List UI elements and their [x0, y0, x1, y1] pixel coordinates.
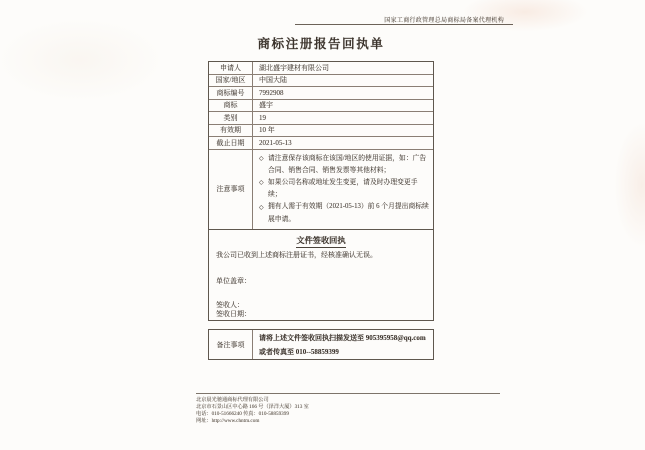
row-value: 2021-05-13: [259, 138, 292, 147]
remarks-table: [208, 329, 434, 360]
table-row-country: [209, 74, 433, 87]
receipt-title: [209, 235, 433, 248]
row-value: 19: [259, 113, 266, 122]
sign-date-label: 签收日期：: [216, 310, 251, 318]
note-text: 拥有人需于有效期（2021-05-13）前 6 个月提出商标续展申请。: [268, 203, 429, 223]
info-table: [208, 61, 434, 230]
note-item: [259, 177, 429, 201]
footer-phone-fax: 电话：010-51666240 传真：010-58859399: [196, 410, 289, 417]
row-value: 湖北盛宇建材有限公司: [259, 63, 329, 72]
row-value: 10 年: [259, 126, 275, 135]
table-row-notes: [209, 149, 433, 229]
row-label: 国家/地区: [209, 75, 253, 87]
page-title: 商标注册报告回执单: [257, 37, 385, 51]
table-row-trademark-number: [209, 86, 433, 99]
receipt-box: [208, 229, 434, 321]
receipt-title-text: 文件签收回执: [296, 235, 345, 248]
note-text: 如果公司名称或地址发生变更，请及时办理变更手续；: [268, 178, 418, 199]
table-row-validity: [209, 124, 433, 137]
note-item: [259, 201, 429, 225]
row-value: 中国大陆: [259, 76, 287, 85]
unit-stamp-label: 单位盖章：: [216, 277, 251, 285]
row-label: 申请人: [209, 62, 253, 74]
row-label: 截止日期: [209, 137, 253, 149]
diamond-bullet-icon: ◇: [259, 156, 264, 162]
row-label: 类别: [209, 112, 253, 124]
note-item: [259, 153, 429, 177]
table-row-deadline: [209, 136, 433, 149]
header-agency-text: 国家工商行政管理总局商标局备案代理机构: [384, 18, 504, 24]
table-row-class: [209, 111, 433, 124]
row-label: 有效期: [209, 125, 253, 137]
remarks-label: 备注事项: [209, 330, 253, 359]
row-label: 商标编号: [209, 87, 253, 99]
header-agency-underline: [295, 24, 513, 25]
remarks-fax-instruction: 或者传真至 010--58859399: [259, 347, 339, 356]
notes-cell: [253, 150, 433, 229]
table-row-applicant: [209, 62, 433, 74]
row-label: 商标: [209, 100, 253, 112]
receipt-confirmation-text: 我公司已收到上述商标注册证书，经核准确认无误。: [216, 251, 377, 259]
footer-divider: [196, 393, 500, 394]
remarks-scan-instruction: 请将上述文件签收回执扫描发送至 905395958@qq.com: [259, 334, 426, 342]
footer: [196, 393, 500, 425]
table-row-trademark: [209, 99, 433, 112]
row-value: 7992908: [259, 88, 284, 97]
diamond-bullet-icon: ◇: [259, 204, 264, 211]
footer-company: 北京晨光驰通商标代理有限公司: [196, 396, 269, 403]
diamond-bullet-icon: ◇: [259, 180, 264, 187]
row-value: 盛宇: [259, 101, 273, 110]
remarks-cell: [253, 330, 433, 359]
row-label: 注意事项: [209, 150, 253, 229]
footer-address: 北京市石景山区中心路 166 号（泽洋大厦）313 室: [196, 403, 309, 410]
note-text: 请注意保存该商标在该国/地区的使用证据，如：广告合同、销售合同、销售发票等其他材料；: [268, 154, 427, 174]
signer-label: 签收人：: [216, 301, 244, 309]
footer-website: 网址：http://www.chntm.com: [196, 417, 260, 424]
